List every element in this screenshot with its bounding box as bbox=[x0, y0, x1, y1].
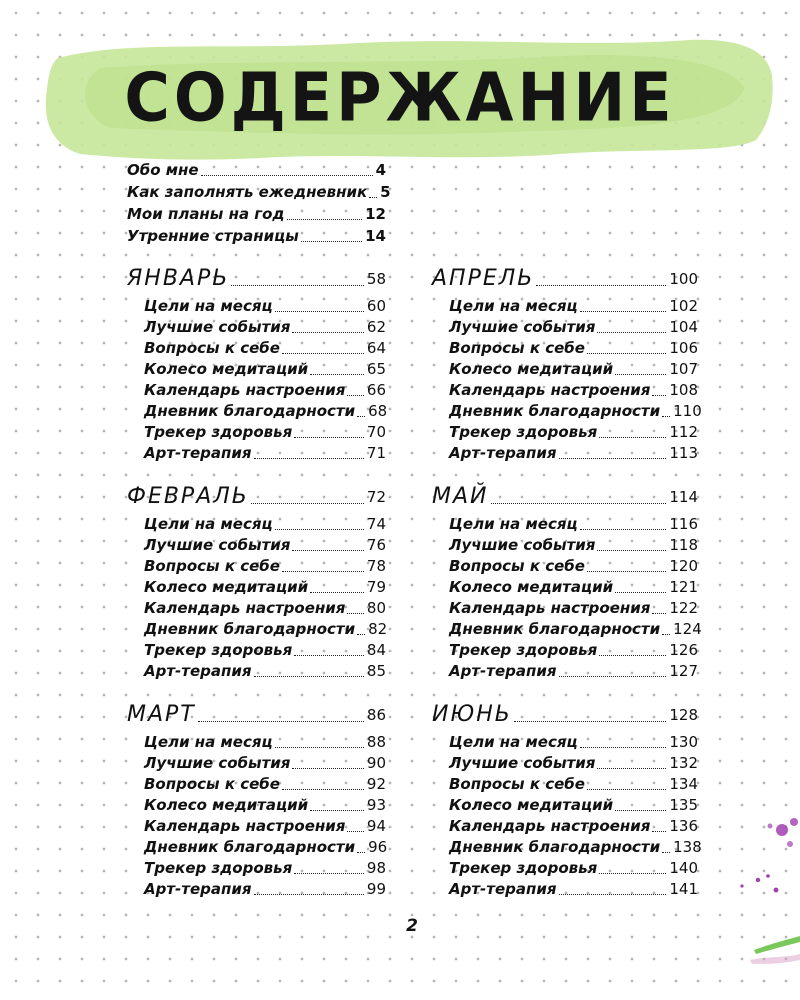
month-subentry bbox=[449, 296, 698, 317]
entry-label: АПРЕЛЬ bbox=[432, 266, 535, 291]
month-subentry bbox=[144, 296, 386, 317]
month-subentry bbox=[449, 359, 698, 380]
dot-leader bbox=[559, 458, 667, 459]
month-subentry bbox=[449, 577, 698, 598]
month-subentry bbox=[449, 619, 702, 640]
entry-page-number: 113 bbox=[669, 444, 698, 462]
dot-leader bbox=[310, 374, 364, 375]
month-subentry bbox=[144, 556, 386, 577]
month-subentry bbox=[449, 317, 698, 338]
entry-label: Дневник благодарности bbox=[449, 402, 661, 420]
month-subentry bbox=[144, 401, 386, 422]
entry-label: Вопросы к себе bbox=[449, 557, 585, 575]
entry-page-number: 100 bbox=[669, 270, 698, 288]
dot-leader bbox=[369, 197, 377, 198]
month-subentry bbox=[144, 443, 386, 464]
intro-entry bbox=[127, 204, 386, 225]
month-subentry bbox=[449, 535, 698, 556]
dot-leader bbox=[275, 747, 364, 748]
month-subentry bbox=[449, 640, 698, 661]
entry-page-number: 138 bbox=[673, 838, 702, 856]
entry-label: Вопросы к себе bbox=[449, 775, 585, 793]
entry-label: Арт-терапия bbox=[144, 880, 252, 898]
entry-page-number: 14 bbox=[365, 227, 386, 245]
dot-leader bbox=[559, 676, 667, 677]
entry-page-number: 110 bbox=[673, 402, 702, 420]
entry-label: МАЙ bbox=[432, 484, 489, 509]
entry-label: Дневник благодарности bbox=[449, 838, 661, 856]
dot-leader bbox=[357, 852, 365, 853]
entry-page-number: 65 bbox=[366, 360, 386, 378]
entry-page-number: 80 bbox=[366, 599, 386, 617]
month-subentry bbox=[144, 380, 386, 401]
entry-page-number: 99 bbox=[366, 880, 386, 898]
dot-leader bbox=[599, 655, 666, 656]
page-number: 2 bbox=[406, 916, 418, 936]
dot-leader bbox=[652, 831, 666, 832]
entry-page-number: 136 bbox=[669, 817, 698, 835]
dot-leader bbox=[357, 416, 365, 417]
entry-label: Календарь настроения bbox=[449, 381, 651, 399]
entry-label: Вопросы к себе bbox=[144, 339, 280, 357]
entry-page-number: 84 bbox=[366, 641, 386, 659]
dot-leader bbox=[599, 437, 666, 438]
entry-label: ЯНВАРЬ bbox=[127, 266, 230, 291]
dot-leader bbox=[580, 311, 667, 312]
month-subentry bbox=[144, 359, 386, 380]
entry-label: Колесо медитаций bbox=[144, 360, 309, 378]
entry-page-number: 107 bbox=[669, 360, 698, 378]
month-subentry bbox=[449, 380, 698, 401]
dot-leader bbox=[580, 529, 667, 530]
month-heading bbox=[432, 266, 698, 292]
entry-label: Цели на месяц bbox=[144, 515, 273, 533]
month-subentry bbox=[449, 795, 698, 816]
entry-label: Вопросы к себе bbox=[144, 557, 280, 575]
month-subentry bbox=[449, 879, 698, 900]
month-subentry bbox=[449, 858, 698, 879]
entry-page-number: 12 bbox=[365, 205, 386, 223]
dot-leader bbox=[201, 175, 373, 176]
month-subentry bbox=[144, 795, 386, 816]
month-subentry bbox=[144, 879, 386, 900]
dot-leader bbox=[662, 634, 670, 635]
month-subentry bbox=[144, 535, 386, 556]
entry-page-number: 127 bbox=[669, 662, 698, 680]
entry-page-number: 85 bbox=[366, 662, 386, 680]
entry-label: Календарь настроения bbox=[144, 381, 346, 399]
entry-page-number: 70 bbox=[366, 423, 386, 441]
dot-leader bbox=[587, 789, 666, 790]
dot-leader bbox=[662, 416, 670, 417]
month-subentry bbox=[449, 816, 698, 837]
dot-leader bbox=[301, 241, 362, 242]
entry-page-number: 140 bbox=[669, 859, 698, 877]
month-subentry bbox=[144, 619, 386, 640]
dot-leader bbox=[231, 285, 364, 286]
entry-label: Календарь настроения bbox=[449, 817, 651, 835]
entry-page-number: 62 bbox=[366, 318, 386, 336]
dot-leader bbox=[287, 219, 363, 220]
entry-page-number: 122 bbox=[669, 599, 698, 617]
entry-label: Цели на месяц bbox=[449, 515, 578, 533]
entry-label: Колесо медитаций bbox=[144, 796, 309, 814]
entry-label: Арт-терапия bbox=[449, 662, 557, 680]
month-subentry bbox=[144, 338, 386, 359]
month-subentry bbox=[144, 774, 386, 795]
entry-label: Колесо медитаций bbox=[449, 578, 614, 596]
entry-label: Колесо медитаций bbox=[449, 360, 614, 378]
entry-page-number: 128 bbox=[669, 706, 698, 724]
dot-leader bbox=[652, 613, 666, 614]
month-subentry bbox=[449, 401, 702, 422]
entry-page-number: 71 bbox=[366, 444, 386, 462]
dot-leader bbox=[275, 311, 364, 312]
month-heading bbox=[127, 702, 386, 728]
month-subentry bbox=[449, 837, 702, 858]
month-subentry bbox=[144, 598, 386, 619]
month-subentry bbox=[449, 774, 698, 795]
dot-leader bbox=[292, 550, 363, 551]
entry-label: Колесо медитаций bbox=[449, 796, 614, 814]
month-subentry bbox=[144, 732, 386, 753]
dot-leader bbox=[254, 458, 364, 459]
month-heading bbox=[432, 484, 698, 510]
entry-page-number: 116 bbox=[669, 515, 698, 533]
dot-leader bbox=[357, 634, 365, 635]
dot-leader bbox=[254, 894, 364, 895]
entry-label: Дневник благодарности bbox=[144, 402, 356, 420]
entry-page-number: 92 bbox=[366, 775, 386, 793]
month-subentry bbox=[144, 858, 386, 879]
dot-leader bbox=[292, 768, 363, 769]
month-heading bbox=[127, 484, 386, 510]
dot-leader bbox=[198, 721, 364, 722]
entry-page-number: 112 bbox=[669, 423, 698, 441]
entry-label: Цели на месяц bbox=[449, 297, 578, 315]
entry-label: Как заполнять ежедневник bbox=[127, 183, 368, 201]
month-subentry bbox=[144, 640, 386, 661]
entry-page-number: 64 bbox=[366, 339, 386, 357]
month-subentry bbox=[449, 443, 698, 464]
entry-page-number: 90 bbox=[366, 754, 386, 772]
dot-leader bbox=[275, 529, 364, 530]
entry-page-number: 124 bbox=[673, 620, 702, 638]
entry-label: Арт-терапия bbox=[449, 444, 557, 462]
entry-page-number: 5 bbox=[380, 183, 391, 201]
dot-leader bbox=[597, 768, 666, 769]
entry-page-number: 106 bbox=[669, 339, 698, 357]
entry-label: Вопросы к себе bbox=[449, 339, 585, 357]
entry-page-number: 114 bbox=[669, 488, 698, 506]
entry-label: Трекер здоровья bbox=[144, 641, 293, 659]
entry-label: Календарь настроения bbox=[144, 599, 346, 617]
entry-label: Утренние страницы bbox=[127, 227, 299, 245]
entry-label: Дневник благодарности bbox=[144, 620, 356, 638]
entry-page-number: 104 bbox=[669, 318, 698, 336]
entry-label: Цели на месяц bbox=[144, 297, 273, 315]
entry-label: Трекер здоровья bbox=[144, 859, 293, 877]
entry-page-number: 60 bbox=[366, 297, 386, 315]
entry-page-number: 132 bbox=[669, 754, 698, 772]
dot-leader bbox=[347, 395, 364, 396]
entry-label: Календарь настроения bbox=[449, 599, 651, 617]
dot-leader bbox=[254, 676, 364, 677]
entry-label: Лучшие события bbox=[144, 754, 291, 772]
dot-leader bbox=[347, 831, 364, 832]
entry-page-number: 4 bbox=[375, 161, 386, 179]
entry-label: Дневник благодарности bbox=[144, 838, 356, 856]
dot-leader bbox=[599, 873, 666, 874]
entry-label: Вопросы к себе bbox=[144, 775, 280, 793]
dot-leader bbox=[615, 374, 666, 375]
entry-label: ФЕВРАЛЬ bbox=[127, 484, 249, 509]
month-heading bbox=[127, 266, 386, 292]
dot-leader bbox=[514, 721, 667, 722]
month-subentry bbox=[144, 753, 386, 774]
dot-leader bbox=[310, 810, 364, 811]
month-subentry bbox=[144, 816, 386, 837]
entry-label: Лучшие события bbox=[449, 318, 596, 336]
dot-leader bbox=[559, 894, 667, 895]
entry-page-number: 134 bbox=[669, 775, 698, 793]
entry-page-number: 66 bbox=[366, 381, 386, 399]
entry-label: Дневник благодарности bbox=[449, 620, 661, 638]
entry-page-number: 76 bbox=[366, 536, 386, 554]
month-subentry bbox=[144, 661, 386, 682]
dot-leader bbox=[282, 789, 364, 790]
entry-label: ИЮНЬ bbox=[432, 702, 512, 727]
month-subentry bbox=[144, 514, 386, 535]
entry-page-number: 72 bbox=[366, 488, 386, 506]
entry-page-number: 135 bbox=[669, 796, 698, 814]
entry-label: Обо мне bbox=[127, 161, 199, 179]
entry-label: Цели на месяц bbox=[144, 733, 273, 751]
entry-label: Трекер здоровья bbox=[449, 423, 598, 441]
entry-page-number: 102 bbox=[669, 297, 698, 315]
month-subentry bbox=[449, 598, 698, 619]
month-subentry bbox=[144, 317, 386, 338]
dot-leader bbox=[292, 332, 363, 333]
entry-page-number: 98 bbox=[366, 859, 386, 877]
dot-leader bbox=[615, 592, 666, 593]
month-subentry bbox=[449, 422, 698, 443]
month-subentry bbox=[449, 556, 698, 577]
month-subentry bbox=[144, 837, 386, 858]
dot-leader bbox=[282, 571, 364, 572]
dot-leader bbox=[294, 437, 364, 438]
dot-leader bbox=[310, 592, 364, 593]
entry-page-number: 79 bbox=[366, 578, 386, 596]
entry-label: Арт-терапия bbox=[144, 662, 252, 680]
month-subentry bbox=[449, 514, 698, 535]
dot-leader bbox=[491, 503, 667, 504]
entry-label: Арт-терапия bbox=[144, 444, 252, 462]
entry-label: Календарь настроения bbox=[144, 817, 346, 835]
entry-page-number: 121 bbox=[669, 578, 698, 596]
paint-splatter-decoration bbox=[720, 800, 800, 1000]
dot-leader bbox=[587, 353, 666, 354]
entry-label: Лучшие события bbox=[144, 318, 291, 336]
month-subentry bbox=[144, 577, 386, 598]
page-title: СОДЕРЖАНИЕ bbox=[124, 58, 676, 137]
dot-leader bbox=[652, 395, 666, 396]
entry-label: Трекер здоровья bbox=[449, 859, 598, 877]
entry-page-number: 96 bbox=[368, 838, 388, 856]
entry-page-number: 141 bbox=[669, 880, 698, 898]
month-subentry bbox=[449, 753, 698, 774]
entry-label: Мои планы на год bbox=[127, 205, 285, 223]
entry-label: Колесо медитаций bbox=[144, 578, 309, 596]
dot-leader bbox=[662, 852, 670, 853]
entry-page-number: 118 bbox=[669, 536, 698, 554]
month-subentry bbox=[449, 661, 698, 682]
dot-leader bbox=[580, 747, 667, 748]
entry-page-number: 130 bbox=[669, 733, 698, 751]
entry-page-number: 58 bbox=[366, 270, 386, 288]
entry-label: Лучшие события bbox=[449, 536, 596, 554]
dot-leader bbox=[597, 550, 666, 551]
entry-label: Лучшие события bbox=[449, 754, 596, 772]
entry-page-number: 78 bbox=[366, 557, 386, 575]
entry-page-number: 120 bbox=[669, 557, 698, 575]
dot-leader bbox=[615, 810, 666, 811]
entry-label: Цели на месяц bbox=[449, 733, 578, 751]
dot-leader bbox=[587, 571, 666, 572]
entry-label: МАРТ bbox=[127, 702, 196, 727]
dot-leader bbox=[294, 873, 364, 874]
month-subentry bbox=[449, 338, 698, 359]
dot-leader bbox=[294, 655, 364, 656]
entry-label: Арт-терапия bbox=[449, 880, 557, 898]
entry-page-number: 126 bbox=[669, 641, 698, 659]
entry-page-number: 74 bbox=[366, 515, 386, 533]
month-subentry bbox=[449, 732, 698, 753]
entry-label: Трекер здоровья bbox=[144, 423, 293, 441]
dot-leader bbox=[282, 353, 364, 354]
intro-entry bbox=[127, 160, 386, 181]
entry-page-number: 86 bbox=[366, 706, 386, 724]
month-subentry bbox=[144, 422, 386, 443]
entry-page-number: 108 bbox=[669, 381, 698, 399]
entry-page-number: 68 bbox=[368, 402, 388, 420]
dot-leader bbox=[251, 503, 364, 504]
dot-leader bbox=[536, 285, 666, 286]
entry-label: Лучшие события bbox=[144, 536, 291, 554]
entry-page-number: 94 bbox=[366, 817, 386, 835]
entry-page-number: 88 bbox=[366, 733, 386, 751]
entry-page-number: 82 bbox=[368, 620, 388, 638]
dot-leader bbox=[597, 332, 666, 333]
intro-entry bbox=[127, 226, 386, 247]
dot-leader bbox=[347, 613, 364, 614]
month-heading bbox=[432, 702, 698, 728]
entry-page-number: 93 bbox=[366, 796, 386, 814]
intro-entry bbox=[127, 182, 391, 203]
entry-label: Трекер здоровья bbox=[449, 641, 598, 659]
